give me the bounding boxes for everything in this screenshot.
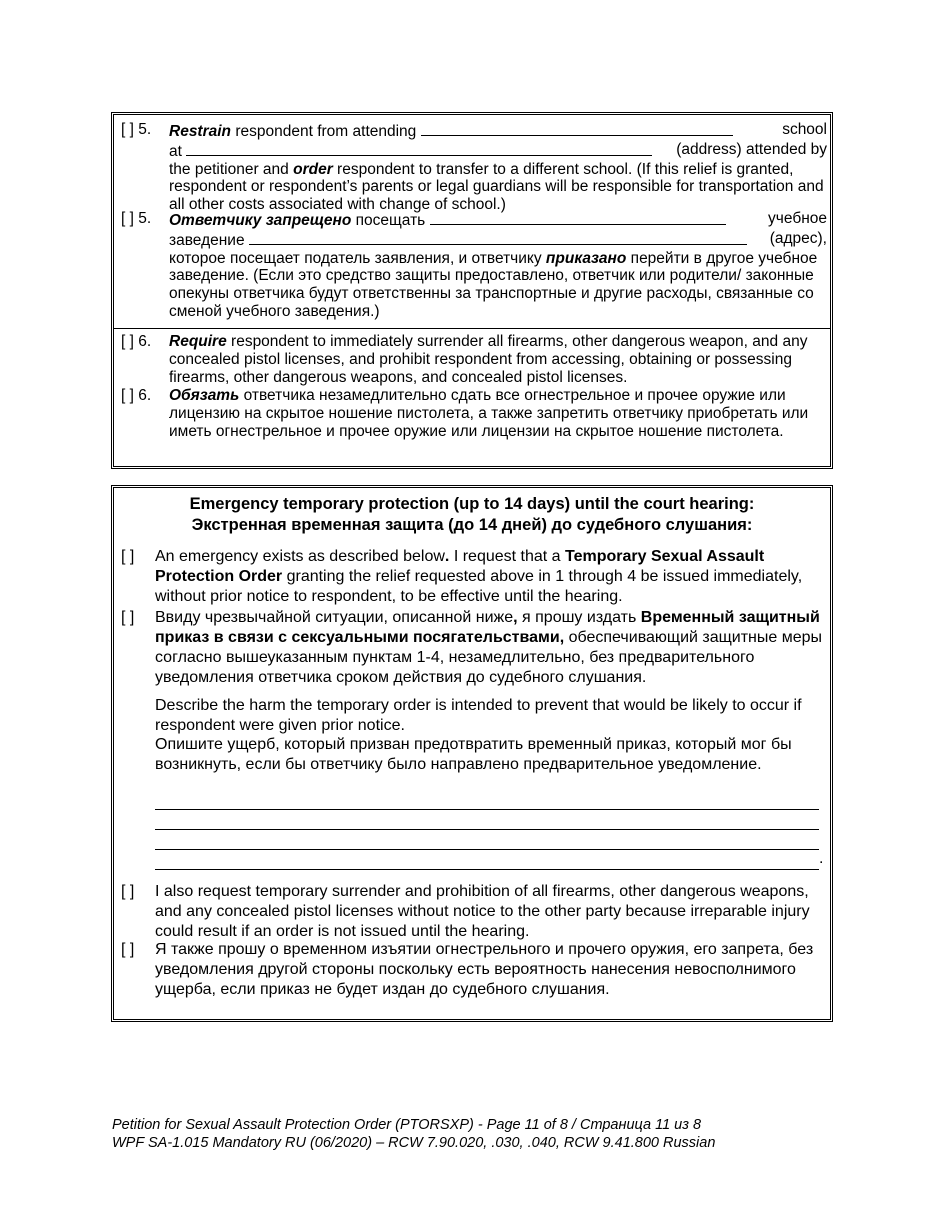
harm-description-line-4[interactable] bbox=[155, 869, 819, 870]
emergency-request-ru: Ввиду чрезвычайной ситуации, описанной ниже, я прошу издать Временный защитный приказ в связи с сексуальными посягательствами, обеспечивающий защитные меры согласно вышеуказанным пунктам 1-4, незамедлительно, без предварительного уведомления ответчика сроком действия до судебного слушания. bbox=[155, 609, 823, 686]
section-divider bbox=[114, 328, 830, 329]
harm-description-line-1[interactable] bbox=[155, 809, 819, 810]
emergency-request-checkbox-ru[interactable]: [ ] bbox=[121, 609, 135, 626]
surrender-request-en: I also request temporary surrender and prohibition of all firearms, other dangerous weapons, and any concealed pistol licenses without notice to the other party because irreparable injury could result if an order is not issued until the hearing. bbox=[155, 883, 810, 940]
item-6-en-checkbox[interactable]: [ ] 6. bbox=[121, 333, 152, 350]
emergency-heading: Emergency temporary protection (up to 14 days) until the court hearing: Экстренная временная защита (до 14 дней) до судебного слушания: bbox=[189, 495, 755, 534]
emergency-protection-box bbox=[111, 485, 833, 1022]
emergency-request-checkbox[interactable]: [ ] bbox=[121, 548, 135, 565]
item-5-en-checkbox[interactable]: [ ] 5. bbox=[121, 121, 152, 138]
school-address-field-ru[interactable] bbox=[249, 230, 747, 245]
school-name-field-ru[interactable] bbox=[430, 210, 726, 225]
emergency-request-en: An emergency exists as described below. I request that a Temporary Sexual Assault Protection Order granting the relief requested above in 1 through 4 be issued immediately, without prior notice to respondent, to be effective until the hearing. bbox=[155, 548, 803, 605]
item-5-en-lead: Restrain bbox=[169, 123, 232, 140]
item-6-ru-checkbox[interactable]: [ ] 6. bbox=[121, 387, 152, 404]
surrender-request-ru: Я также прошу о временном изъятии огнестрельного и прочего оружия, его запрета, без уведомления другой стороны поскольку есть вероятность нанесения невосполнимого ущерба, если приказ не будет издан до судебного слушания. bbox=[155, 941, 814, 998]
describe-harm-ru: Опишите ущерб, который призван предотвратить временный приказ, который мог бы возникнуть, если бы ответчику было направлено предварительное уведомление. bbox=[155, 736, 792, 773]
school-name-field[interactable] bbox=[421, 121, 733, 136]
item-6-en-lead: Require bbox=[169, 333, 227, 350]
footer-line-1: Petition for Sexual Assault Protection Order (PTORSXP) - Page 11 of 8 / Страница 11 из 8 bbox=[112, 1117, 702, 1133]
school-address-field[interactable] bbox=[186, 141, 652, 156]
footer-line-2: WPF SA-1.015 Mandatory RU (06/2020) – RCW 7.90.020, .030, .040, RCW 9.41.800 Russian bbox=[112, 1135, 716, 1151]
harm-lines-period: . bbox=[819, 850, 824, 867]
surrender-request-checkbox-ru[interactable]: [ ] bbox=[121, 941, 135, 958]
item-5-ru-checkbox[interactable]: [ ] 5. bbox=[121, 210, 152, 227]
relief-items-box: [ ] 5. Restrain respondent from attending school at (address) attended by the petitioner and order respondent to transfer to a different school. (If this relief is granted, respondent or respondent’s parents or legal guardians will be responsible for transportation and all other costs associated with change of school.) [ ] 5. Ответчику запрещено посещать учебное заведение (адрес), которое посещает податель заявления, и ответчику приказано перейти в другое учебное заведение. (Если это средство защиты предоставлено, ответчик или родители/ законные опекуны ответчика будут ответственны за транспортные и другие расходы, связанные со сменой учебного заведения.) [ ] 6. Require respondent to immediately surrender all firearms, other dangerous weapon, and any concealed pistol licenses, and prohibit respondent from accessing, obtaining or possessing firearms, other dangerous weapons, and concealed pistol licenses. [ ] 6. Обязать ответчика незамедлительно сдать все огнестрельное и прочее оружие или лицензию на скрытое ношение пистолета, а также запретить ответчику приобретать или иметь огнестрельное и прочее оружие или лицензии на скрытое ношение пистолета. bbox=[111, 112, 833, 469]
harm-description-line-3[interactable] bbox=[155, 849, 819, 850]
describe-harm-en: Describe the harm the temporary order is intended to prevent that would be likely to occur if respondent were given prior notice. bbox=[155, 697, 802, 734]
item-6-ru-lead: Обязать bbox=[169, 387, 240, 404]
harm-description-line-2[interactable] bbox=[155, 829, 819, 830]
item-5-ru-lead: Ответчику запрещено bbox=[169, 212, 352, 229]
surrender-request-checkbox[interactable]: [ ] bbox=[121, 883, 135, 900]
page-footer bbox=[112, 1116, 715, 1152]
